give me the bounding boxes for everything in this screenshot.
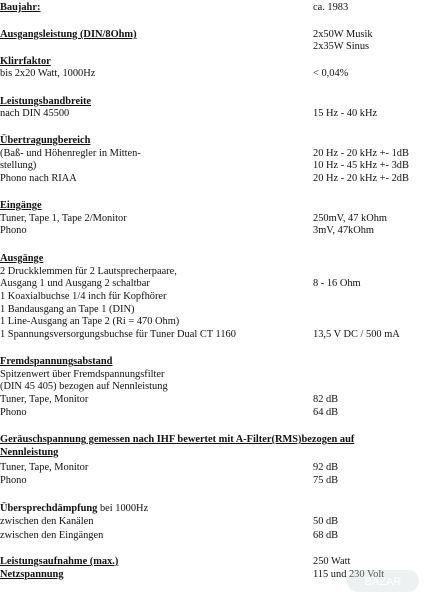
spec-label: Tuner, Tape 1, Tape 2/Monitor xyxy=(0,213,127,224)
spec-row xyxy=(0,2,425,14)
spec-row xyxy=(0,68,425,80)
spec-value: 64 dB xyxy=(313,407,339,418)
spec-label: Leistungsbandbreite xyxy=(0,96,92,107)
spec-row xyxy=(0,475,425,487)
spec-label: Baujahr: xyxy=(0,2,41,13)
spec-row xyxy=(0,108,425,120)
spec-label: Nennleistung xyxy=(0,447,59,458)
watermark-text: BAZAR xyxy=(364,576,402,588)
spec-label: 1 Bandausgang an Tape 1 (DIN) xyxy=(0,304,135,315)
spec-row xyxy=(0,56,425,68)
spec-row xyxy=(0,516,425,528)
spec-row xyxy=(0,356,425,368)
spec-value: 8 - 16 Ohm xyxy=(313,278,361,289)
spec-label: Fremdspannungsabstand xyxy=(0,356,113,367)
spec-value: 10 Hz - 45 kHz +- 3dB xyxy=(313,160,409,171)
spec-label: 1 Spannungsversorgungsbuchse für Tuner Dual CT 1160 xyxy=(0,329,236,340)
spec-label: Tuner, Tape, Monitor xyxy=(0,394,89,405)
spec-label: (Baß- und Höhenregler in Mitten- xyxy=(0,148,141,159)
spec-value: ca. 1983 xyxy=(313,2,349,13)
spec-label: Phono nach RIAA xyxy=(0,173,77,184)
spec-row xyxy=(0,556,425,568)
spec-value: < 0,04% xyxy=(313,68,349,79)
watermark-logo xyxy=(347,570,419,592)
spec-label: 1 Koaxialbuchse 1/4 inch für Kopfhörer xyxy=(0,291,167,302)
spec-value: 2x50W Musik xyxy=(313,29,373,40)
spec-value: 68 dB xyxy=(313,530,339,541)
spec-label: zwischen den Eingängen xyxy=(0,530,104,541)
spec-label-suffix: bei 1000Hz xyxy=(97,503,149,514)
spec-row xyxy=(0,253,425,265)
spec-row xyxy=(0,29,425,41)
spec-label: Eingänge xyxy=(0,200,42,211)
spec-row xyxy=(0,291,425,303)
spec-value: 250mV, 47 kOhm xyxy=(313,213,387,224)
spec-label: nach DIN 45500 xyxy=(0,108,70,119)
spec-row xyxy=(0,200,425,212)
spec-label: Geräuschspannung gemessen nach IHF bewertet mit A-Filter(RMS)bezogen auf xyxy=(0,434,355,445)
spec-row xyxy=(0,225,425,237)
spec-label: 1 Line-Ausgang an Tape 2 (Ri = 470 Ohm) xyxy=(0,316,180,327)
spec-row xyxy=(0,213,425,225)
spec-label: (DIN 45 405) bezogen auf Nennleistung xyxy=(0,381,168,392)
spec-row xyxy=(0,462,425,474)
spec-label: Ausgang 1 und Ausgang 2 schaltbar xyxy=(0,278,150,289)
spec-row xyxy=(0,173,425,185)
spec-label: Netzspannung xyxy=(0,569,64,580)
spec-row xyxy=(0,394,425,406)
spec-row xyxy=(0,329,425,341)
spec-label: Ausgangsleistung (DIN/8Ohm) xyxy=(0,29,137,40)
spec-value: 20 Hz - 20 kHz +- 2dB xyxy=(313,173,409,184)
spec-row xyxy=(0,96,425,108)
spec-row xyxy=(0,266,425,278)
spec-label: 2 Druckklemmen für 2 Lautsprecherpaare, xyxy=(0,266,177,277)
spec-row xyxy=(0,381,425,393)
spec-label: Phono xyxy=(0,475,27,486)
spec-value: 82 dB xyxy=(313,394,339,405)
spec-value: 92 dB xyxy=(313,462,339,473)
spec-label: zwischen den Kanälen xyxy=(0,516,94,527)
spec-value: 50 dB xyxy=(313,516,339,527)
spec-row xyxy=(0,407,425,419)
spec-value: 3mV, 47kOhm xyxy=(313,225,375,236)
spec-label: Spitzenwert über Fremdspannungsfilter xyxy=(0,369,165,380)
spec-label: stellung) xyxy=(0,160,37,171)
spec-label: Phono xyxy=(0,225,27,236)
spec-label: Übersprechdämpfung xyxy=(0,503,98,514)
spec-label-group xyxy=(0,503,148,515)
spec-row xyxy=(0,278,425,290)
spec-row xyxy=(0,148,425,160)
spec-value: 75 dB xyxy=(313,475,339,486)
spec-value: 15 Hz - 40 kHz xyxy=(313,108,378,119)
spec-row xyxy=(0,316,425,328)
spec-label: Klirrfaktor xyxy=(0,56,51,67)
spec-label: Leistungsaufnahme (max.) xyxy=(0,556,119,567)
spec-value: 250 Watt xyxy=(313,556,351,567)
spec-label: Ausgänge xyxy=(0,253,44,264)
spec-label: bis 2x20 Watt, 1000Hz xyxy=(0,68,96,79)
spec-row xyxy=(0,304,425,316)
spec-row xyxy=(0,434,425,446)
spec-row xyxy=(0,503,425,515)
spec-label: Phono xyxy=(0,407,27,418)
spec-label: Tuner, Tape, Monitor xyxy=(0,462,89,473)
spec-row xyxy=(0,369,425,381)
spec-value: 115 und 230 Volt xyxy=(313,569,385,580)
spec-value: 2x35W Sinus xyxy=(313,41,370,52)
spec-label: Übertragungbereich xyxy=(0,135,91,146)
spec-row xyxy=(0,41,425,53)
spec-value: 20 Hz - 20 kHz +- 1dB xyxy=(313,148,409,159)
spec-row xyxy=(0,135,425,147)
spec-row xyxy=(0,530,425,542)
spec-value: 13,5 V DC / 500 mA xyxy=(313,329,400,340)
spec-row xyxy=(0,160,425,172)
spec-row xyxy=(0,447,425,459)
